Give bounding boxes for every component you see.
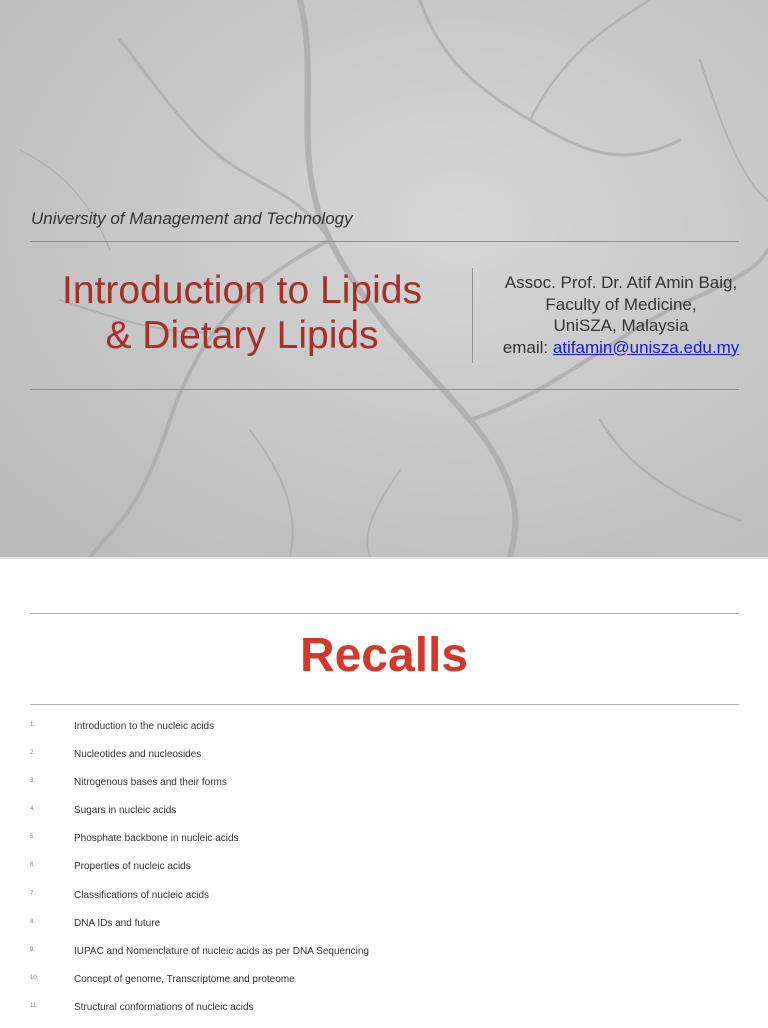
title-line-1: Introduction to Lipids — [62, 269, 422, 312]
list-item-number: 10. — [30, 974, 39, 981]
list-item-number: 6. — [30, 862, 36, 869]
university-name: University of Management and Technology — [31, 209, 353, 228]
list-item — [0, 775, 768, 803]
list-item-text: Concept of genome, Transcriptome and proteome — [74, 973, 295, 985]
list-item — [0, 944, 768, 972]
list-item — [0, 916, 768, 944]
list-item-text: Nitrogenous bases and their forms — [74, 777, 227, 789]
recalls-heading: Recalls — [299, 629, 469, 682]
author-faculty: Faculty of Medicine, — [545, 294, 697, 314]
list-item-number: 5. — [30, 834, 36, 841]
recalls-bottom-divider — [30, 704, 739, 705]
list-item — [0, 859, 768, 887]
list-item-text: Classifications of nucleic acids — [74, 889, 210, 901]
recalls-list — [0, 719, 768, 1028]
list-item-number: 1. — [30, 722, 36, 728]
list-item — [0, 803, 768, 831]
list-item-number: 7. — [30, 890, 36, 897]
email-link[interactable]: atifamin@unisza.edu.my — [552, 337, 740, 357]
author-email-row — [480, 337, 762, 359]
list-item-number: 11. — [30, 1002, 38, 1009]
list-item-text: DNA IDs and future — [74, 917, 161, 929]
list-item-number: 9. — [30, 946, 36, 953]
list-item-number: 2. — [30, 750, 36, 757]
title-line-2: & Dietary Lipids — [105, 314, 379, 357]
list-item — [0, 747, 768, 775]
list-item — [0, 831, 768, 859]
list-item-number: 8. — [30, 918, 36, 925]
author-name: Assoc. Prof. Dr. Atif Amin Baig, — [504, 273, 738, 292]
list-item-text: Phosphate backbone in nucleic acids — [74, 833, 239, 845]
top-divider — [30, 241, 739, 242]
email-label: email: — [502, 337, 549, 357]
list-item-number: 3. — [30, 778, 36, 785]
presentation-title — [30, 268, 454, 358]
list-item — [0, 972, 768, 1000]
list-item — [0, 888, 768, 916]
list-item-text: Introduction to the nucleic acids — [74, 721, 215, 732]
recalls-top-divider — [30, 613, 739, 614]
list-item-text: Nucleotides and nucleosides — [74, 749, 202, 761]
list-item — [0, 719, 768, 747]
list-item-text: Properties of nucleic acids — [74, 861, 191, 873]
author-block — [480, 272, 762, 358]
list-item-text: Sugars in nucleic acids — [74, 805, 177, 817]
author-institution: UniSZA, Malaysia — [553, 316, 689, 335]
list-item-text: Structural conformations of nucleic acids — [74, 1001, 254, 1013]
bottom-divider — [30, 389, 739, 390]
vertical-divider — [472, 268, 473, 363]
list-item-number: 4. — [30, 806, 36, 813]
list-item-text: IUPAC and Nomenclature of nucleic acids as per DNA Sequencing — [74, 945, 369, 957]
